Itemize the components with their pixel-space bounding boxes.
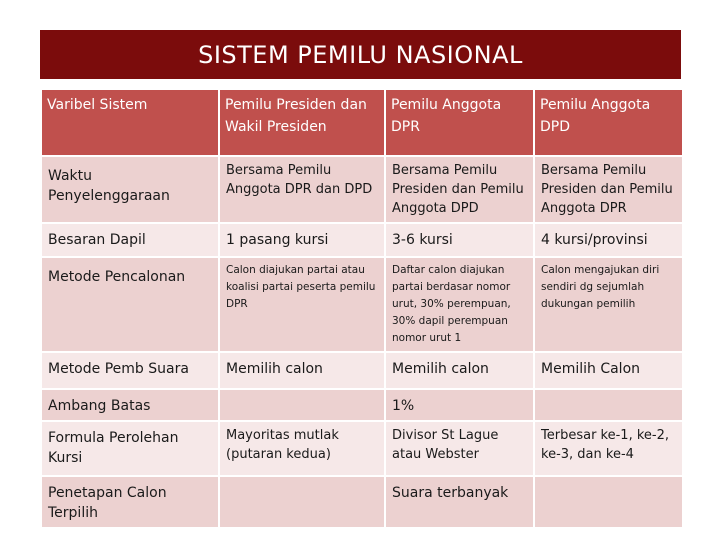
table-row bbox=[41, 257, 683, 352]
table-row bbox=[41, 476, 683, 528]
table-cell: Memilih calon bbox=[219, 352, 385, 389]
table-row bbox=[41, 352, 683, 389]
header-cell-variable: Varibel Sistem bbox=[41, 89, 219, 156]
table-cell: Bersama Pemilu Presiden dan Pemilu Anggota DPR bbox=[534, 156, 683, 223]
header-cell-dpr: Pemilu Anggota DPR bbox=[385, 89, 534, 156]
row-label: Metode Pemb Suara bbox=[41, 352, 219, 389]
table-cell: Calon mengajukan diri sendiri dg sejumlah dukungan pemilih bbox=[534, 257, 683, 352]
table-cell bbox=[534, 389, 683, 421]
table-cell: Divisor St Lague atau Webster bbox=[385, 421, 534, 476]
row-label: Formula Perolehan Kursi bbox=[41, 421, 219, 476]
election-system-table bbox=[40, 88, 684, 529]
row-label: Waktu Penyelenggaraan bbox=[41, 156, 219, 223]
table-cell: Terbesar ke-1, ke-2, ke-3, dan ke-4 bbox=[534, 421, 683, 476]
table-cell: Bersama Pemilu Presiden dan Pemilu Anggota DPD bbox=[385, 156, 534, 223]
row-label: Ambang Batas bbox=[41, 389, 219, 421]
table-cell: Calon diajukan partai atau koalisi partai peserta pemilu DPR bbox=[219, 257, 385, 352]
header-cell-president: Pemilu Presiden dan Wakil Presiden bbox=[219, 89, 385, 156]
row-label: Penetapan Calon Terpilih bbox=[41, 476, 219, 528]
table-row bbox=[41, 389, 683, 421]
table-cell: 1% bbox=[385, 389, 534, 421]
table-cell: Mayoritas mutlak (putaran kedua) bbox=[219, 421, 385, 476]
table-cell: Memilih Calon bbox=[534, 352, 683, 389]
table-row bbox=[41, 156, 683, 223]
table-row bbox=[41, 223, 683, 257]
table-cell: 4 kursi/provinsi bbox=[534, 223, 683, 257]
page-title: SISTEM PEMILU NASIONAL bbox=[40, 30, 681, 79]
table-header-row bbox=[41, 89, 683, 156]
header-cell-dpd: Pemilu Anggota DPD bbox=[534, 89, 683, 156]
table-cell: 3-6 kursi bbox=[385, 223, 534, 257]
table-cell bbox=[219, 476, 385, 528]
table-cell bbox=[219, 389, 385, 421]
table-cell: Bersama Pemilu Anggota DPR dan DPD bbox=[219, 156, 385, 223]
table-cell: 1 pasang kursi bbox=[219, 223, 385, 257]
table-cell: Suara terbanyak bbox=[385, 476, 534, 528]
table-cell bbox=[534, 476, 683, 528]
row-label: Besaran Dapil bbox=[41, 223, 219, 257]
row-label: Metode Pencalonan bbox=[41, 257, 219, 352]
table-cell: Daftar calon diajukan partai berdasar nomor urut, 30% perempuan, 30% dapil perempuan nomor urut 1 bbox=[385, 257, 534, 352]
table-row bbox=[41, 421, 683, 476]
table-cell: Memilih calon bbox=[385, 352, 534, 389]
